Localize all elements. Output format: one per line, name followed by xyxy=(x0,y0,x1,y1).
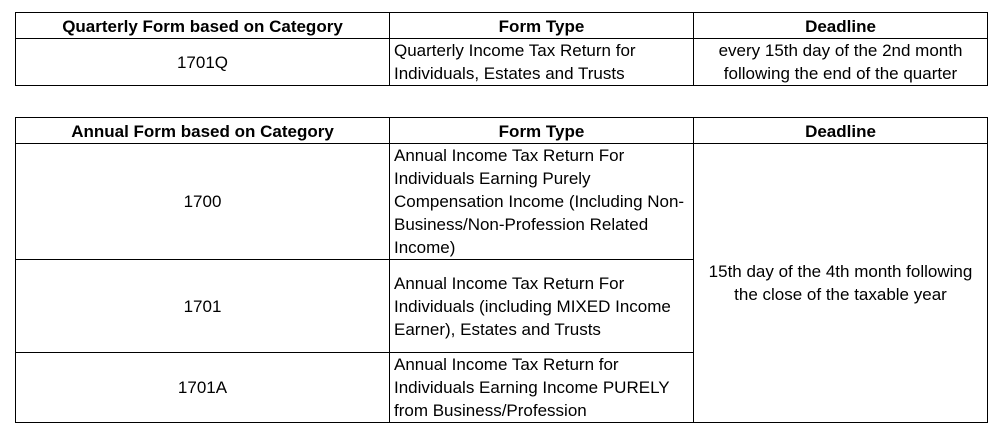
deadline-cell: every 15th day of the 2nd month following the end of the quarter xyxy=(694,39,988,86)
form-number-cell: 1700 xyxy=(16,144,390,260)
column-header-deadline: Deadline xyxy=(694,13,988,39)
form-number-cell: 1701 xyxy=(16,260,390,353)
form-number-cell: 1701A xyxy=(16,353,390,423)
quarterly-forms-table xyxy=(15,12,988,86)
form-number-cell: 1701Q xyxy=(16,39,390,86)
form-type-cell: Annual Income Tax Return for Individuals Earning Income PURELY from Business/Profession xyxy=(390,353,694,423)
table-header-row xyxy=(16,13,988,39)
column-header-category: Annual Form based on Category xyxy=(16,118,390,144)
form-type-cell: Quarterly Income Tax Return for Individuals, Estates and Trusts xyxy=(390,39,694,86)
deadline-cell: 15th day of the 4th month following the close of the taxable year xyxy=(694,144,988,423)
column-header-form-type: Form Type xyxy=(390,13,694,39)
column-header-deadline: Deadline xyxy=(694,118,988,144)
column-header-form-type: Form Type xyxy=(390,118,694,144)
annual-forms-table xyxy=(15,117,988,423)
form-type-cell: Annual Income Tax Return For Individuals Earning Purely Compensation Income (Including Non-Business/Non-Profession Related Income) xyxy=(390,144,694,260)
column-header-category: Quarterly Form based on Category xyxy=(16,13,390,39)
table-row xyxy=(16,144,988,260)
form-type-cell: Annual Income Tax Return For Individuals (including MIXED Income Earner), Estates and Trusts xyxy=(390,260,694,353)
table-row xyxy=(16,39,988,86)
table-header-row xyxy=(16,118,988,144)
